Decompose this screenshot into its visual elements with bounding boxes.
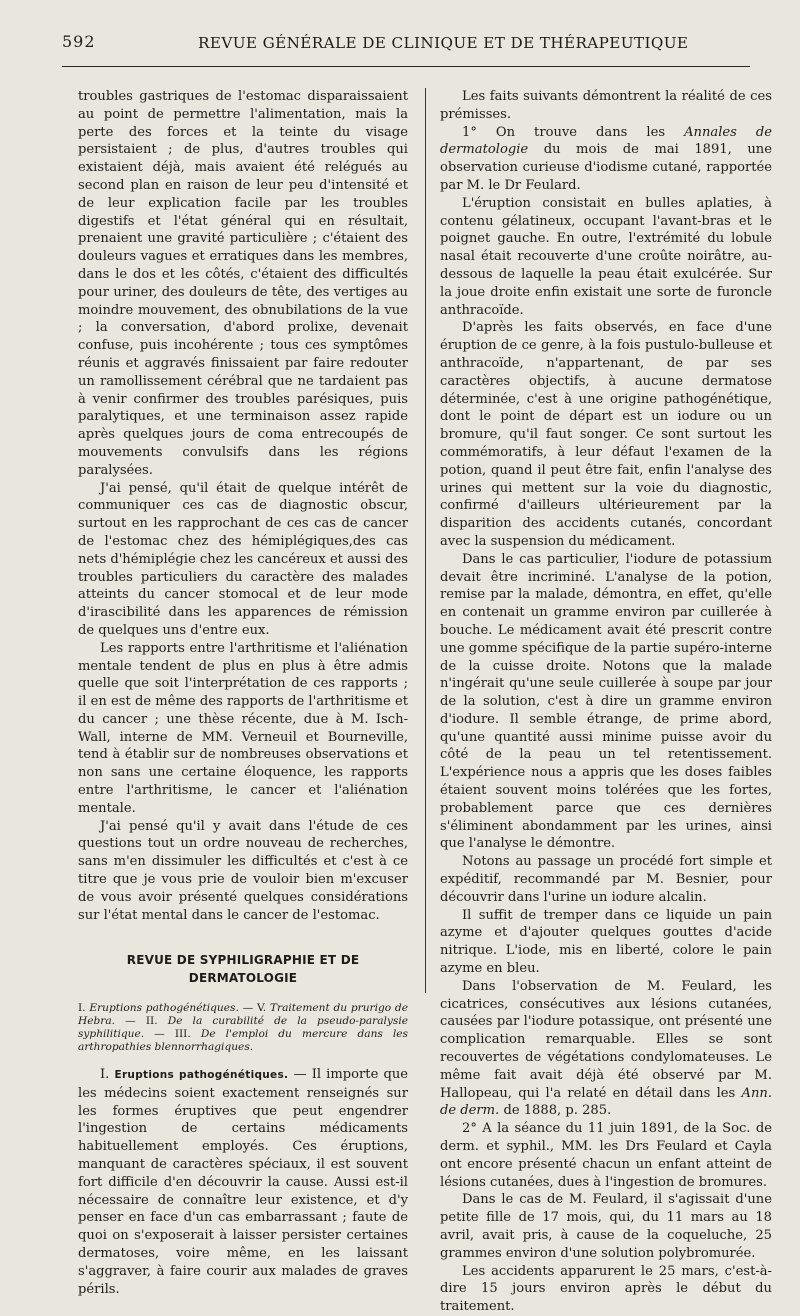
subsection-title: Eruptions pathogénétiques. bbox=[114, 1069, 289, 1082]
page-number: 592 bbox=[62, 32, 96, 51]
header-rule bbox=[62, 66, 750, 67]
paragraph: Les rapports entre l'arthritisme et l'aliénation mentale tendent de plus en plus à être admis quelle que soit l'interprétation de ces rapports ; il en est de même des rapports de l'arthritisme et du cancer ; une thèse récente, due à M. Isch-Wall, interne de MM. Verneuil et Bourneville, tend à établir sur de nombreuses observations et non sans une certaine éloquence, les rapports entre l'arthritisme, le cancer et l'aliénation mentale. bbox=[78, 640, 408, 816]
paragraph bbox=[440, 978, 772, 1120]
paragraph: Notons au passage un procédé fort simple et expéditif, recommandé par M. Besnier, pour découvrir dans l'urine un iodure alcalin. bbox=[440, 854, 772, 905]
paragraph: L'éruption consistait en bulles aplaties, à contenu gélatineux, occupant l'avant-bras et le poignet gauche. En outre, l'extrémité du lobule nasal était recouverte d'une croûte noirâtre, au-dessous de laquelle la peau était exulcérée. Sur la joue droite enfin existait une sorte de furoncle anthracoïde. bbox=[440, 195, 772, 318]
paragraph: Dans le cas particulier, l'iodure de potassium devait être incriminé. L'analyse de la potion, remise par la malade, démontra, en effet, qu'elle en contenait un gramme environ par cuillerée à bouche. Le médicament avait été prescrit contre une gomme spécifique de la partie supéro-interne de la cuisse droite. Notons que la malade n'ingérait qu'une seule cuillerée à soupe par jour de la solution, c'est à dire un gramme environ d'iodure. Il semble étrange, de prime abord, qu'une quantité aussi minime puisse avoir du côté de la peau un tel retentissement. L'expérience nous a appris que les doses faibles étaient souvent moins tolérées que les fortes, probablement parce que ces dernières s'éliminent abondamment par les urines, ainsi que l'analyse le démontre. bbox=[440, 551, 772, 852]
paragraph-text: du mois de mai 1891, une observation curieuse d'iodisme cutané, rapportée par M. le Dr Feulard. bbox=[440, 142, 772, 193]
paragraph bbox=[78, 1066, 408, 1298]
paragraph: Dans le cas de M. Feulard, il s'agissait d'une petite fille de 17 mois, qui, du 11 mars au 18 avril, avait pris, à cause de la coqueluche, 25 grammes environ d'une solution polybromurée. bbox=[440, 1192, 772, 1261]
contents-item: Traitement du prurigo de Hebra. bbox=[78, 1002, 408, 1028]
paragraph: 2° A la séance du 11 juin 1891, de la Soc. de derm. et syphil., MM. les Drs Feulard et Cayla ont encore présenté chacun un enfant atteint de lésions cutanées, dues à l'ingestion de bromures. bbox=[440, 1121, 772, 1190]
paragraph-text: 1° On trouve dans les bbox=[462, 124, 666, 140]
contents-item: Eruptions pathogénétiques. bbox=[89, 1002, 239, 1015]
column-divider bbox=[425, 88, 426, 993]
contents-number: — III. bbox=[154, 1028, 191, 1041]
paragraph: J'ai pensé, qu'il était de quelque intérêt de communiquer ces cas de diagnostic obscur, surtout en les rapprochant de ces cas de cancer de l'estomac chez des hémiplégiques,des cas nets d'hémiplégie chez les cancéreux et aussi des troubles particuliers du caractère des malades atteints du cancer stomocal et de leur mode d'irascibilité dans les apparences de rémission de quelques uns d'entre eux. bbox=[78, 480, 408, 638]
paragraph bbox=[440, 124, 772, 195]
contents-number: — II. bbox=[125, 1015, 158, 1028]
contents-item: De la curabilité de la pseudo-paralysie syphilitique. bbox=[78, 1015, 409, 1041]
paragraph-text: de 1888, p. 285. bbox=[503, 1103, 612, 1119]
running-title: REVUE GÉNÉRALE DE CLINIQUE ET DE THÉRAPEUTIQUE bbox=[198, 34, 689, 52]
page-header bbox=[62, 32, 752, 58]
contents-number: I. bbox=[78, 1002, 86, 1015]
paragraph: Les accidents apparurent le 25 mars, c'est-à-dire 15 jours environ après le début du traitement. bbox=[440, 1263, 772, 1315]
contents-item: De l'emploi du mercure dans les arthropathies blennorrhagiques. bbox=[78, 1028, 408, 1054]
paragraph: Il suffit de tremper dans ce liquide un pain azyme et d'ajouter quelques gouttes d'acide nitrique. L'iode, mis en liberté, colore le pain azyme en bleu. bbox=[440, 907, 772, 977]
left-column bbox=[78, 88, 408, 1298]
right-column bbox=[440, 88, 772, 1316]
section-heading: REVUE DE SYPHILIGRAPHIE ET DE DERMATOLOGIE bbox=[126, 953, 360, 986]
section-contents bbox=[78, 1002, 408, 1054]
paragraph: Les faits suivants démontrent la réalité de ces prémisses. bbox=[440, 89, 772, 122]
paragraph-text: — Il importe que les médecins soient exactement renseignés sur les formes éruptives que peut engendrer l'ingestion de certains médicaments habituellement employés. Ces éruptions, manquant de caractères spéciaux, il est souvent fort difficile d'en découvrir la cause. Aussi est-il nécessaire de connaître leur existence, et d'y penser en face d'un cas embarrassant ; faute de quoi on s'exposerait à laisser persister certaines dermatoses, voire même, en les laissant s'aggraver, à faire courir aux malades de graves périls. bbox=[78, 1067, 409, 1297]
paragraph: J'ai pensé qu'il y avait dans l'étude de ces questions tout un ordre nouveau de recherches, sans m'en dissimuler les difficultés et c'est à ce titre que je vous prie de vouloir bien m'excuser de vous avoir présenté quelques considérations sur l'état mental dans le cancer de l'estomac. bbox=[78, 818, 408, 923]
paragraph-text: Dans l'observation de M. Feulard, les cicatrices, consécutives aux lésions cutanées, causées par l'iodure potassique, ont présenté une complication remarquable. Elles se sont recouvertes de végétations condylomateuses. Le même fait avait déjà été observé par M. Hallopeau, qui l'a relaté en détail dans les bbox=[440, 978, 772, 1101]
paragraph: D'après les faits observés, en face d'une éruption de ce genre, à la fois pustulo-bulleuse et anthracoïde, n'appartenant, de par ses caractères objectifs, à aucune dermatose déterminée, c'est à une origine pathogénétique, dont le point de départ est un iodure ou un bromure, qu'il faut songer. Ce sont surtout les commémoratifs, à leur défaut l'examen de la potion, quand il peut être fait, enfin l'analyse des urines qui mettent sur la voie du diagnostic, confirmé d'ailleurs ultérieurement par la disparition des accidents cutanés, concordant avec la suspension du médicament. bbox=[440, 320, 772, 549]
journal-title: Annales de dermatologie bbox=[440, 124, 772, 158]
contents-number: — V. bbox=[242, 1002, 267, 1015]
journal-title: Ann. de derm. bbox=[440, 1085, 773, 1119]
subsection-number: I. bbox=[100, 1067, 110, 1083]
paragraph: troubles gastriques de l'estomac disparaissaient au point de permettre l'alimentation, mais la perte des forces et la teinte du visage persistaient ; de plus, d'autres troubles qui existaient déjà, mais avaient été relégués au second plan en raison de leur peu d'intensité et de leur explication facile par les troubles digestifs et l'état général qui en résultait, prenaient une gravité particulière ; c'étaient des douleurs vagues et erratiques dans les membres, dans le dos et les côtés, c'étaient des difficultés pour uriner, des douleurs de tête, des vertiges au moindre mouvement, des obnubilations de la vue ; la conversation, d'abord prolixe, devenait confuse, puis incohérente ; tous ces symptômes réunis et aggravés finissaient par faire redouter un ramollissement cérébral que ne tardaient pas à venir confirmer des troubles parésiques, puis paralytiques, et une terminaison assez rapide après quelques jours de coma entrecoupés de mouvements convulsifs dans les régions paralysées. bbox=[78, 89, 408, 478]
